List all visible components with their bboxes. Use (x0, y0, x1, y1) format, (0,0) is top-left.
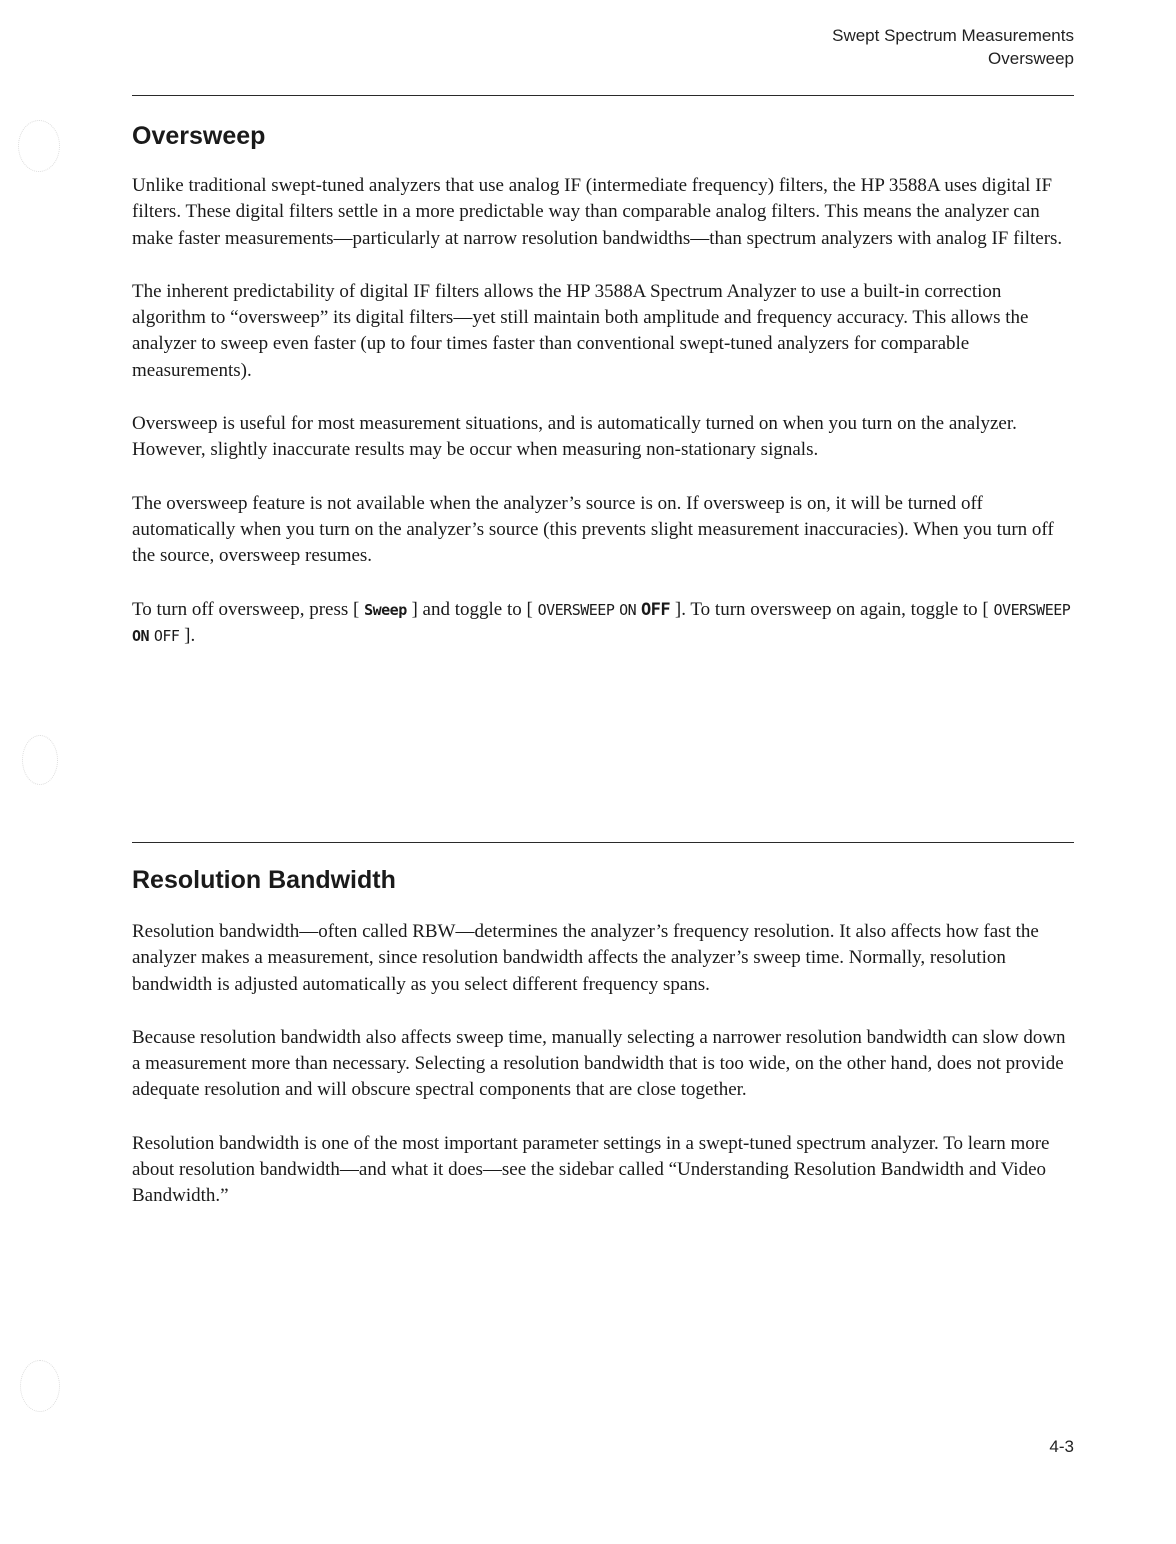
running-head (832, 24, 1074, 70)
hardkey-sweep: Sweep (364, 600, 407, 619)
section-rule (132, 95, 1074, 96)
section-body-resolution-bandwidth (132, 919, 1072, 1237)
binder-hole-mark (18, 120, 60, 172)
softkey-on-option-selected: ON (132, 626, 150, 645)
section-body-oversweep (132, 173, 1072, 676)
page-number: 4-3 (1049, 1437, 1074, 1456)
softkey-off-option-selected: OFF (640, 599, 671, 620)
paragraph: Because resolution bandwidth also affects sweep time, manually selecting a narrower resolution bandwidth can slow down a measurement more than necessary. Selecting a resolution bandwidth that is too wide, on the other hand, does not provide adequate resolution and will obscure spectral components that are close together. (132, 1026, 1066, 1101)
softkey-off-option: OFF (153, 626, 180, 645)
softkey-on-option: ON (619, 600, 637, 619)
text-run: ] and toggle to [ (406, 598, 538, 620)
paragraph-key-instructions (132, 597, 1072, 650)
text-run: To turn off oversweep, press [ (132, 598, 365, 620)
paragraph: Resolution bandwidth—often called RBW—determines the analyzer’s frequency resolution. It also affects how fast the analyzer makes a measurement, since resolution bandwidth affects the analyzer’s sweep time. Normally, resolution bandwidth is adjusted automatically as you select different frequency spans. (132, 921, 1039, 995)
paragraph: Oversweep is useful for most measurement situations, and is automatically turned on when you turn on the analyzer. However, slightly inaccurate results may be occur when measuring non-stationary signals. (132, 413, 1017, 461)
paragraph: The oversweep feature is not available when the analyzer’s source is on. If oversweep is on, it will be turned off automatically when you turn on the analyzer’s source (this prevents slight measurement inaccuracies). When you turn off the source, oversweep resumes. (132, 492, 1054, 567)
paragraph: Unlike traditional swept-tuned analyzers that use analog IF (intermediate frequency) filters, the HP 3588A uses digital IF filters. These digital filters settle in a more predictable way than comparable analog filters. This means the analyzer can make faster measurements—particularly at narrow resolution bandwidths—than spectrum analyzers with analog IF filters. (132, 175, 1063, 249)
section-rule (132, 842, 1074, 843)
text-run: ]. (179, 624, 196, 646)
running-head-chapter: Swept Spectrum Measurements (832, 26, 1074, 45)
section-heading-resolution-bandwidth: Resolution Bandwidth (132, 866, 396, 894)
section-heading-oversweep: Oversweep (132, 122, 266, 150)
softkey-oversweep-label: OVERSWEEP (993, 600, 1071, 619)
text-run: ]. To turn oversweep on again, toggle to [ (670, 598, 994, 620)
paragraph: The inherent predictability of digital IF filters allows the HP 3588A Spectrum Analyzer to use a built-in correction algorithm to “oversweep” its digital filters—yet still maintain both amplitude and frequency accuracy. This allows the analyzer to sweep even faster (up to four times faster than conventional swept-tuned analyzers for comparable measurements). (132, 280, 1029, 381)
softkey-oversweep-label: OVERSWEEP (537, 600, 615, 619)
binder-hole-mark (20, 1360, 60, 1412)
binder-hole-mark (22, 735, 58, 785)
paragraph: Resolution bandwidth is one of the most important parameter settings in a swept-tuned spectrum analyzer. To learn more about resolution bandwidth—and what it does—see the sidebar called “Understanding Resolution Bandwidth and Video Bandwidth.” (132, 1132, 1050, 1207)
running-head-section: Oversweep (988, 49, 1074, 68)
